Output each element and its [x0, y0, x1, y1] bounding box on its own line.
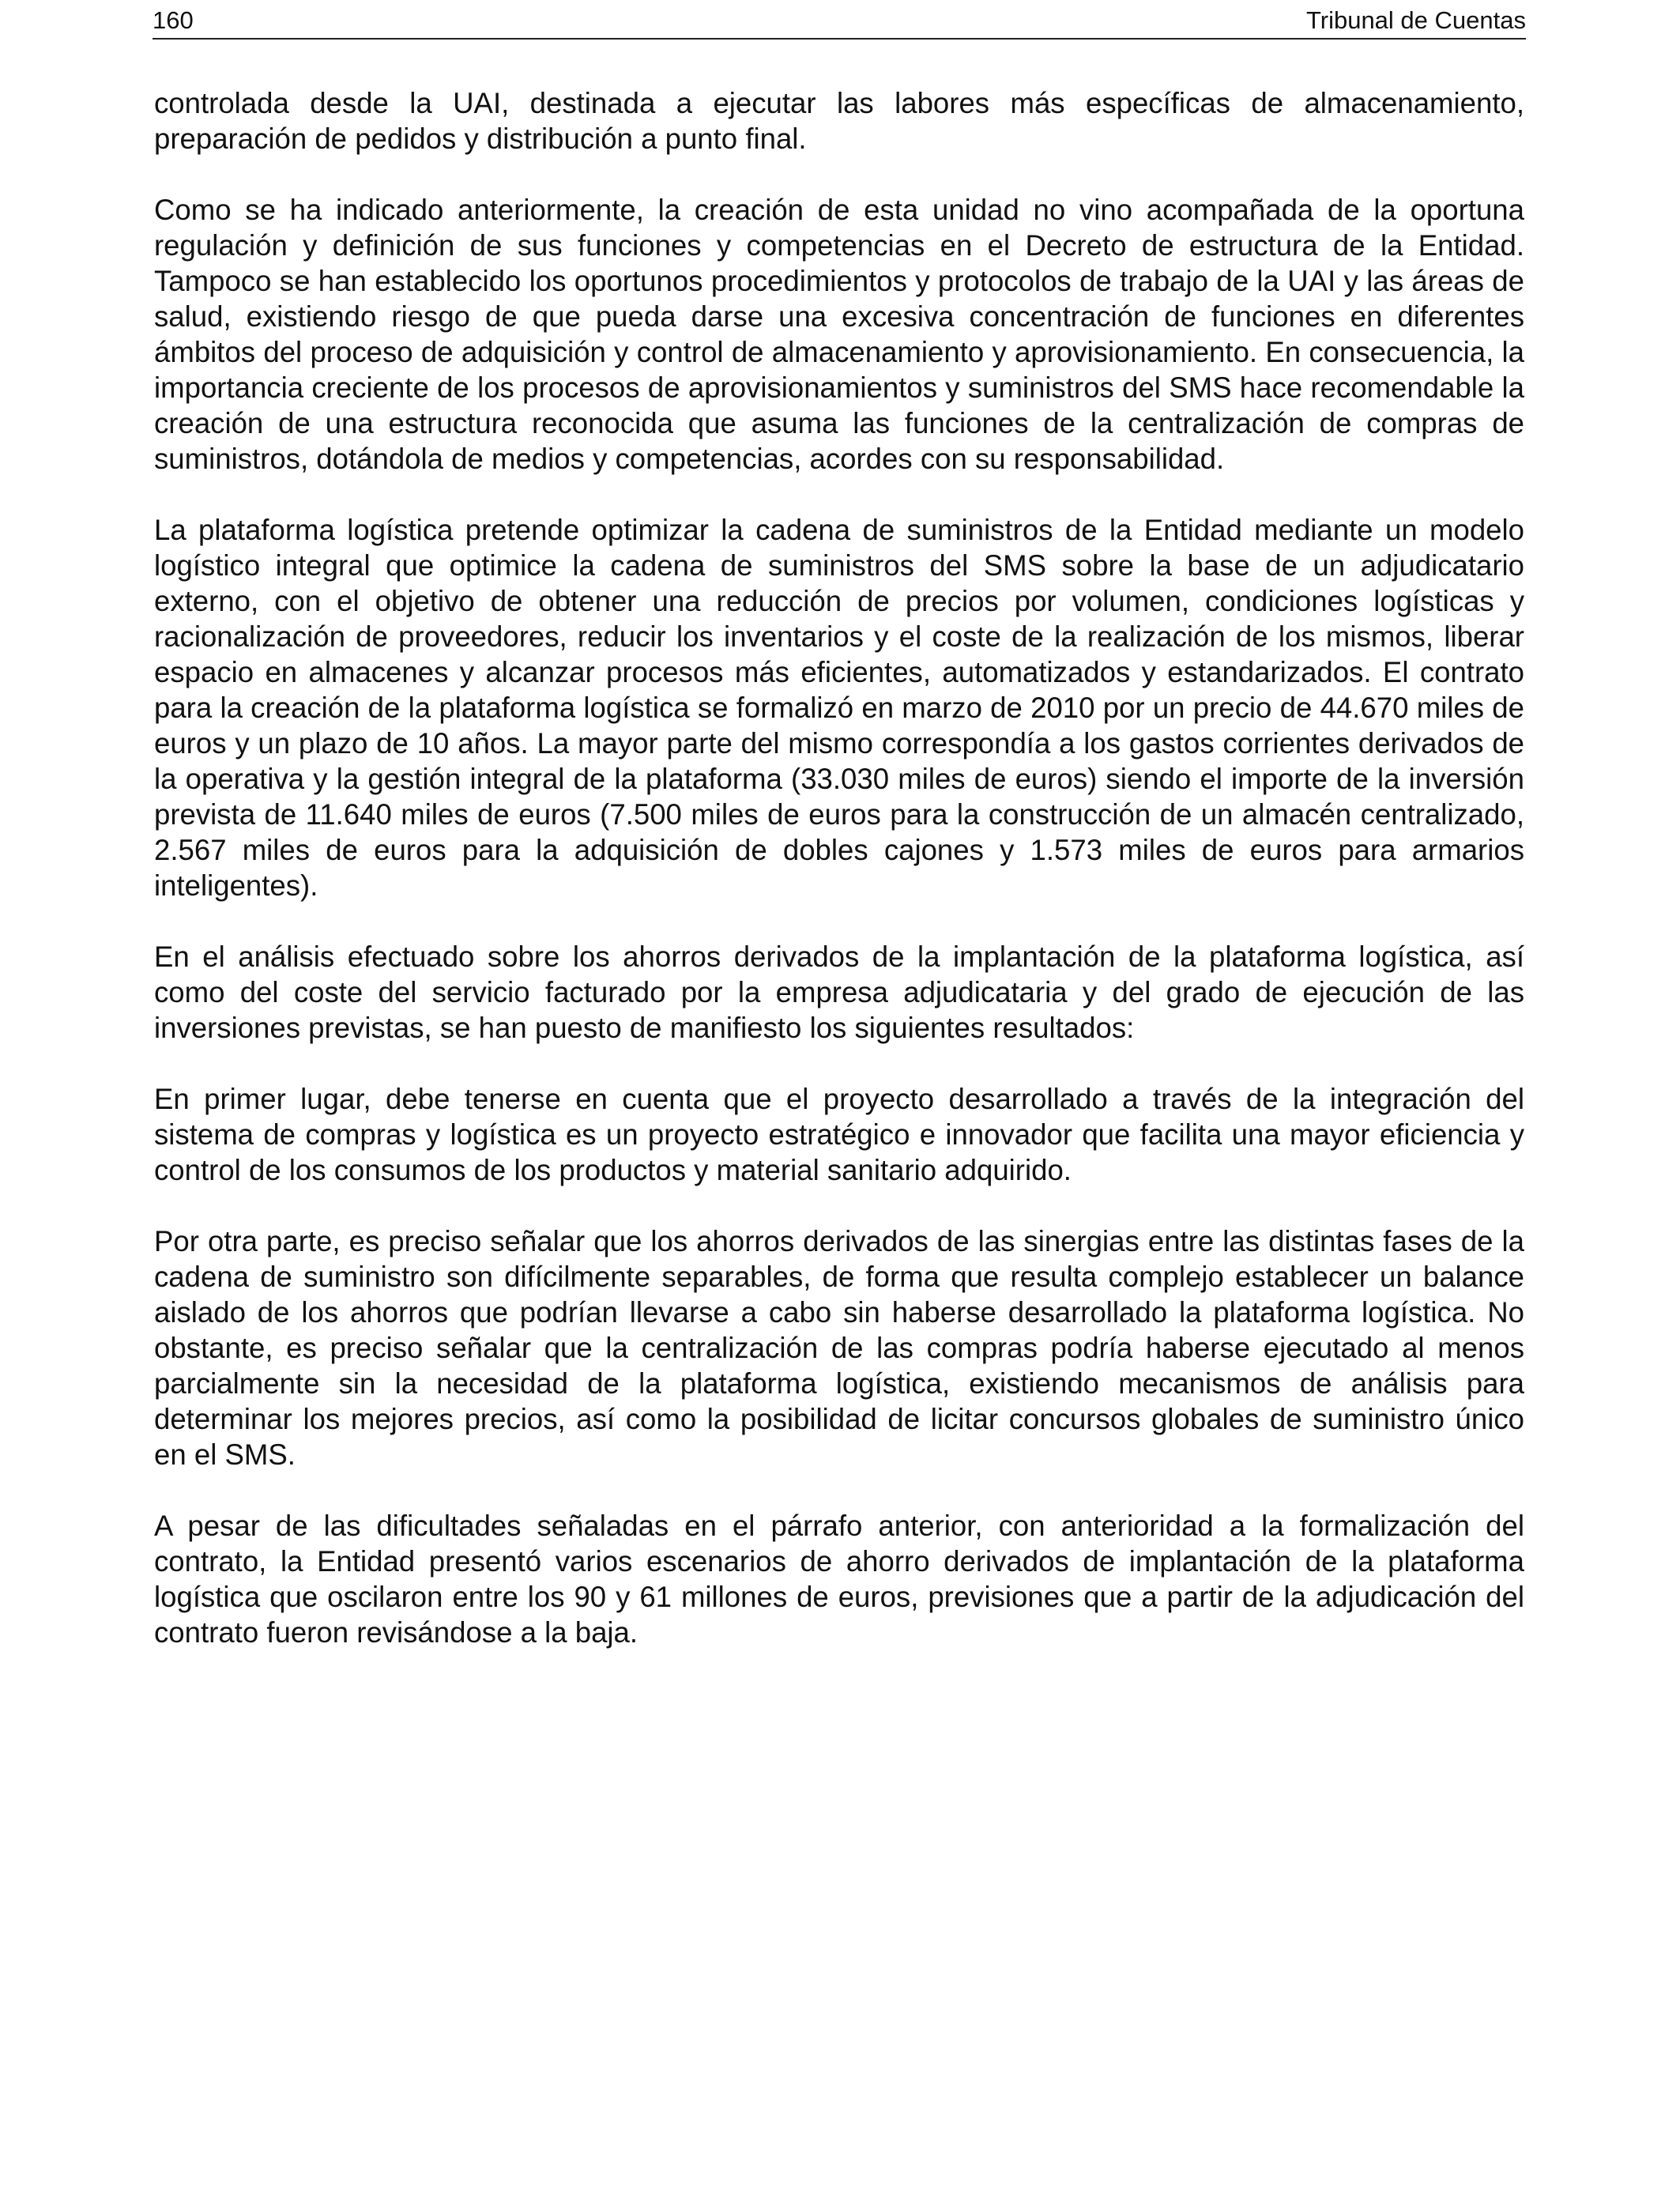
- paragraph-continuation: controlada desde la UAI, destinada a ejecutar las labores más específicas de almacenamiento, preparación de pedidos y distribución a punto final.: [154, 87, 1524, 155]
- paragraph-synergies: Por otra parte, es preciso señalar que los ahorros derivados de las sinergias entre las distintas fases de la cadena de suministro son difícilmente separables, de forma que resulta complejo establecer un balance aislado de los ahorros que podrían llevarse a cabo sin haberse desarrollado la plataforma logística. No obstante, es preciso señalar que la centralización de las compras podría haberse ejecutado al menos parcialmente sin la necesidad de la plataforma logística, existiendo mecanismos de análisis para determinar los mejores precios, así como la posibilidad de licitar concursos globales de suministro único en el SMS.: [154, 1225, 1524, 1471]
- paragraph-first-point: En primer lugar, debe tenerse en cuenta que el proyecto desarrollado a través de la integración del sistema de compras y logística es un proyecto estratégico e innovador que facilita una mayor eficiencia y control de los consumos de los productos y material sanitario adquirido.: [154, 1083, 1524, 1186]
- paragraph-uai-regulation: Como se ha indicado anteriormente, la creación de esta unidad no vino acompañada de la oportuna regulación y definición de sus funciones y competencias en el Decreto de estructura de la Entidad. Tampoco se han establecido los oportunos procedimientos y protocolos de trabajo de la UAI y las áreas de salud, existiendo riesgo de que pueda darse una excesiva concentración de funciones en diferentes ámbitos del proceso de adquisición y control de almacenamiento y aprovisionamiento. En consecuencia, la importancia creciente de los procesos de aprovisionamientos y suministros del SMS hace recomendable la creación de una estructura reconocida que asuma las funciones de la centralización de compras de suministros, dotándola de medios y competencias, acordes con su responsabilidad.: [154, 194, 1524, 475]
- paragraph-logistics-platform: La plataforma logística pretende optimizar la cadena de suministros de la Entidad mediante un modelo logístico integral que optimice la cadena de suministros del SMS sobre la base de un adjudicatario externo, con el objetivo de obtener una reducción de precios por volumen, condiciones logísticas y racionalización de proveedores, reducir los inventarios y el coste de la realización de los mismos, liberar espacio en almacenes y alcanzar procesos más eficientes, automatizados y estandarizados. El contrato para la creación de la plataforma logística se formalizó en marzo de 2010 por un precio de 44.670 miles de euros y un plazo de 10 años. La mayor parte del mismo correspondía a los gastos corrientes derivados de la operativa y la gestión integral de la plataforma (33.030 miles de euros) siendo el importe de la inversión prevista de 11.640 miles de euros (7.500 miles de euros para la construcción de un almacén centralizado, 2.567 miles de euros para la adquisición de dobles cajones y 1.573 miles de euros para armarios inteligentes).: [154, 514, 1524, 902]
- page-number: 160: [153, 6, 194, 34]
- running-title: Tribunal de Cuentas: [1305, 6, 1526, 34]
- paragraph-analysis-intro: En el análisis efectuado sobre los ahorros derivados de la implantación de la plataforma logística, así como del coste del servicio facturado por la empresa adjudicataria y del grado de ejecución de las inversiones previstas, se han puesto de manifiesto los siguientes resultados:: [154, 941, 1524, 1044]
- paragraph-savings-scenarios: A pesar de las dificultades señaladas en el párrafo anterior, con anterioridad a la formalización del contrato, la Entidad presentó varios escenarios de ahorro derivados de implantación de la plataforma logística que oscilaron entre los 90 y 61 millones de euros, previsiones que a partir de la adjudicación del contrato fueron revisándose a la baja.: [154, 1510, 1524, 1649]
- page-header: [153, 0, 1526, 40]
- body-text: [154, 85, 1524, 1686]
